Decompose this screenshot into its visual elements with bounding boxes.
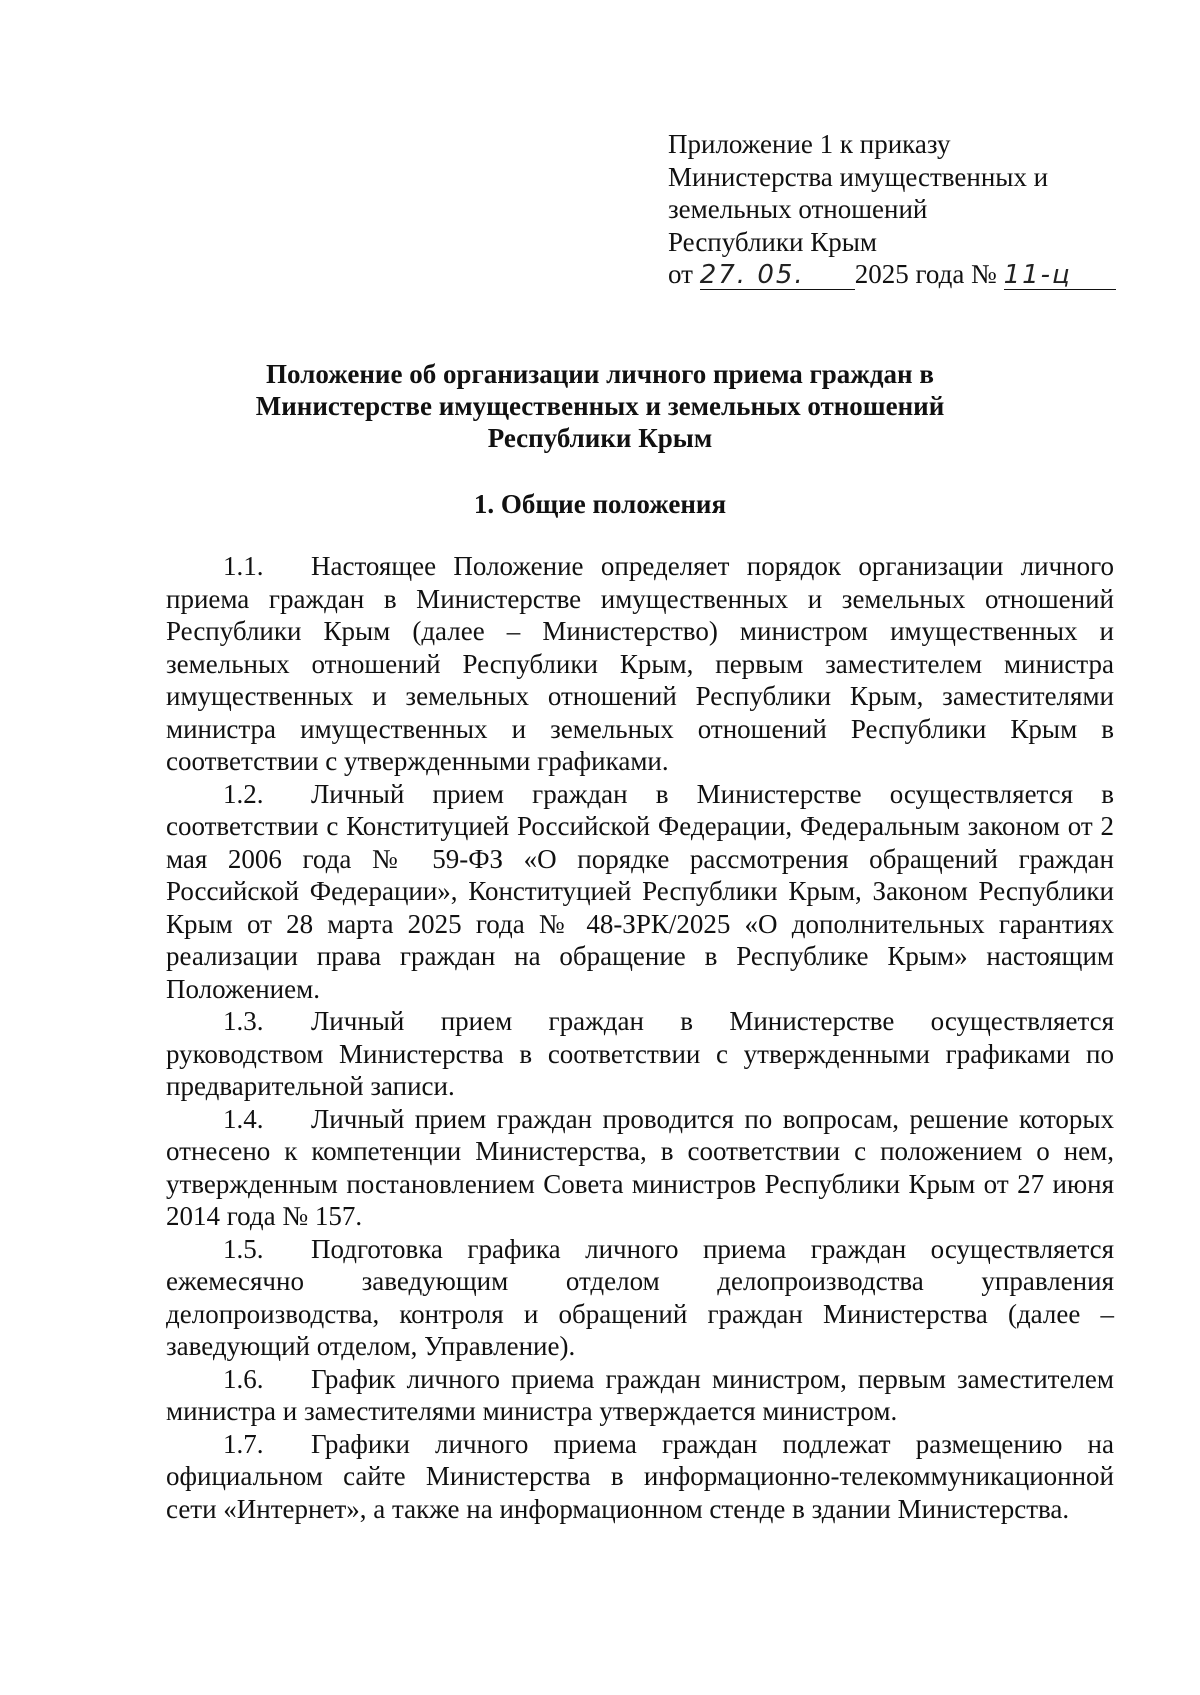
document-title [160,358,1040,454]
paragraph [166,1233,1114,1363]
paragraph-number: 1.7. [223,1428,264,1459]
paragraph-number: 1.4. [223,1103,264,1134]
number-field [1004,260,1116,290]
title-line-2: Министерстве имущественных и земельных отношений [255,391,945,421]
paragraph-text: График личного приема граждан министром, первым заместителем министра и заместителями министра утверждается министром. [166,1363,1114,1426]
appendix-date-line [668,258,1148,291]
appendix-block [668,128,1148,291]
paragraph [166,778,1114,1006]
paragraph-number: 1.5. [223,1233,264,1264]
paragraph-number: 1.3. [223,1006,264,1036]
from-label: от [668,259,693,289]
document-body [166,550,1114,1525]
title-line-3: Республики Крым [487,423,713,453]
paragraph [166,1428,1114,1526]
paragraph-text: Личный прием граждан проводится по вопросам, решение которых отнесено к компетенции Министерства, в соответствии с положением о нем, утвержденным постановлением Совета министров Республики Крым от 27 июня 2014 года № 157. [166,1103,1114,1231]
appendix-line-4: Республики Крым [668,226,877,257]
paragraph [166,1005,1114,1103]
paragraph-text: Графики личного приема граждан подлежат размещению на официальном сайте Министерства в информационно-телекоммуникационной сети «Интернет», а также на информационном стенде в здании Министерства. [166,1428,1114,1524]
paragraph-text: Личный прием граждан в Министерстве осуществляется руководством Министерства в соответствии с утвержденными графиками по предварительной записи. [166,1006,1114,1101]
year-text: 2025 года № [854,259,997,289]
paragraph-number: 1.2. [223,778,264,809]
paragraph-number: 1.6. [223,1363,264,1394]
paragraph-number: 1.1. [223,551,264,581]
appendix-line-1: Приложение 1 к приказу [668,129,951,159]
title-line-1: Положение об организации личного приема граждан в [266,359,934,389]
paragraph [166,1103,1114,1233]
paragraph-text: Подготовка графика личного приема граждан осуществляется ежемесячно заведующим отделом делопроизводства управления делопроизводства, контроля и обращений граждан Министерства (далее – заведующий отделом, Управление). [166,1233,1114,1361]
paragraph-text: Личный прием граждан в Министерстве осуществляется в соответствии с Конституцией Российской Федерации, Федеральным законом от 2 мая 2006 года № 59-ФЗ «О порядке рассмотрения обращений граждан Российской Федерации», Конституцией Республики Крым, Законом Республики Крым от 28 марта 2025 года № 48-ЗРК/2025 «О дополнительных гарантиях реализации права граждан на обращение в Республике Крым» настоящим Положением. [166,778,1114,1004]
paragraph [166,1363,1114,1428]
handwritten-date: 27. 05. [699,260,805,290]
paragraph [166,550,1114,778]
section-heading: 1. Общие положения [473,489,727,519]
date-field [700,260,855,290]
appendix-line-2: Министерства имущественных и [668,161,1049,192]
appendix-line-3: земельных отношений [668,194,928,224]
paragraph-text: Настоящее Положение определяет порядок организации личного приема граждан в Министерстве имущественных и земельных отношений Республики Крым (далее – Министерство) министром имущественных и земельных отношений Республики Крым, первым заместителем министра имущественных и земельных отношений Республики Крым, заместителями министра имущественных и земельных отношений Республики Крым в соответствии с утвержденными графиками. [166,551,1114,776]
handwritten-number: 11-ц [1003,260,1072,290]
